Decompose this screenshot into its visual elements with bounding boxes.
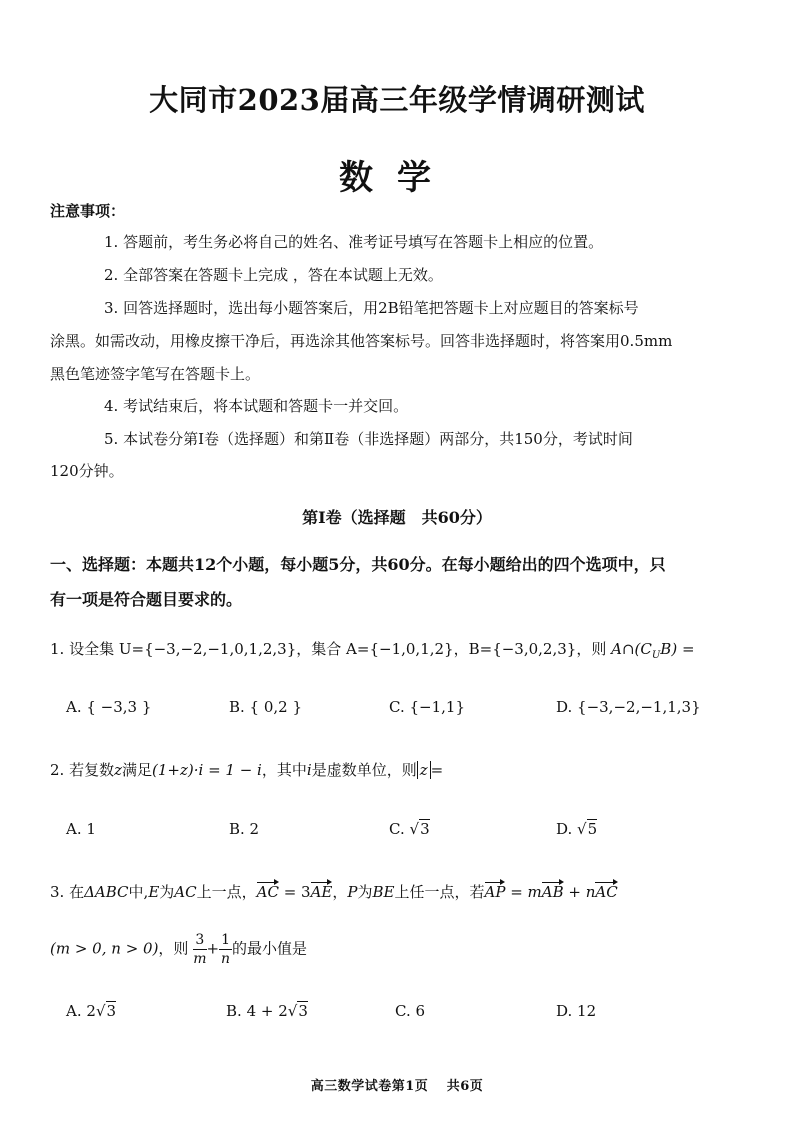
q3-option-a <box>66 1002 116 1020</box>
q3-triangle: ΔABC <box>84 883 129 901</box>
q1-expr-end: B) = <box>660 640 695 658</box>
q2-option-c-sqrt: √3 <box>409 820 430 838</box>
q3-frac2-denominator: n <box>221 951 231 967</box>
q1-text-b: ，集合 A= <box>296 640 370 658</box>
q1-expression <box>611 640 695 661</box>
q1-expr-sub: U <box>651 650 661 661</box>
q1-option-a: A. { −3,3 } <box>66 698 152 716</box>
q3-plus-n: + n <box>563 883 596 901</box>
section-title: 第Ⅰ卷（选择题 共60分） <box>302 508 492 527</box>
q1-text-c: ，B= <box>453 640 493 658</box>
notice-item-5-cont: 120分钟。 <box>50 462 124 480</box>
q3-option-c: C. 6 <box>395 1002 426 1020</box>
q3-option-a-sqrt: √3 <box>95 1002 117 1020</box>
q2-var-z: z <box>114 761 122 779</box>
q2-text-c: ，其中 <box>261 761 307 779</box>
q1-set-a: {−1,0,1,2} <box>369 640 454 658</box>
q1-option-d: D. {−3,−2,−1,1,3} <box>556 698 701 716</box>
notice-item-1: 1. 答题前，考生务必将自己的姓名、准考证号填写在答题卡上相应的位置。 <box>104 233 604 251</box>
q2-option-d-sqrt: √5 <box>577 820 598 838</box>
q2-option-c-label: C. <box>389 820 405 838</box>
q3-segment-ac: AC <box>174 883 197 901</box>
q3-vector-ae: AE <box>310 883 333 901</box>
question-3-stem <box>50 881 618 902</box>
q3-text-f: 为 <box>357 883 373 901</box>
question-1-stem <box>50 638 695 661</box>
exam-title: 大同市2023届高三年级学情调研测试 <box>149 83 645 117</box>
q1-set-u: {−3,−2,−1,0,1,2,3} <box>144 640 297 658</box>
q3-point-p: P <box>347 883 358 901</box>
q3-text-c: 为 <box>159 883 175 901</box>
notice-item-3: 3. 回答选择题时，选出每小题答案后，用2B铅笔把答题卡上对应题目的答案标号 <box>104 299 639 317</box>
q2-abs-z: z <box>417 761 431 779</box>
q3-text-b: 中, <box>128 883 149 901</box>
q2-option-d-radicand: 5 <box>587 820 598 838</box>
q3-option-b-label: B. <box>226 1002 242 1020</box>
q3-fraction-2 <box>219 933 232 966</box>
q3-option-b-sqrt: √3 <box>287 1002 308 1020</box>
q3-condition: (m > 0, n > 0) <box>50 939 159 958</box>
q2-option-b: B. 2 <box>229 820 260 838</box>
notice-item-3-end: 黑色笔迹签字笔写在答题卡上。 <box>50 365 261 383</box>
notice-heading: 注意事项： <box>50 202 126 220</box>
q3-point-e: E <box>148 883 160 901</box>
q3-text-g: 上任一点，若 <box>394 883 485 901</box>
notice-item-2: 2. 全部答案在答题卡上完成 ，答在本试题上无效。 <box>104 266 443 284</box>
q2-text-e: = <box>430 761 444 779</box>
q3-text-h: ，则 <box>158 939 189 958</box>
question-3-stem-cont <box>50 933 307 966</box>
q3-vector-ac: AC <box>256 883 279 901</box>
q3-eq2: = m <box>505 883 542 901</box>
q3-option-a-radicand: 3 <box>106 1002 117 1020</box>
q3-plus: + <box>206 939 220 958</box>
q2-var-i: i <box>306 761 312 779</box>
q1-expr-main: A∩(C <box>611 640 652 658</box>
q2-text-a: 2. 若复数 <box>50 761 115 779</box>
q2-option-d-label: D. <box>556 820 573 838</box>
q3-fraction-1 <box>193 933 206 966</box>
q3-text-d: 上一点， <box>196 883 257 901</box>
q3-text-i: 的最小值是 <box>232 939 308 958</box>
q3-text-a: 3. 在 <box>50 883 85 901</box>
question-type-line-1: 一、选择题：本题共12个小题，每小题5分，共60分。在每小题给出的四个选项中，只 <box>50 555 666 574</box>
q3-frac1-denominator: m <box>193 951 207 967</box>
q3-vector-ab: AB <box>541 883 564 901</box>
notice-item-4: 4. 考试结束后，将本试题和答题卡一并交回。 <box>104 397 409 415</box>
q3-option-a-label: A. <box>66 1002 82 1020</box>
q2-option-c <box>389 820 430 838</box>
notice-item-5: 5. 本试卷分第Ⅰ卷（选择题）和第Ⅱ卷（非选择题）两部分，共150分，考试时间 <box>104 430 633 448</box>
q3-vector-ap: AP <box>484 883 506 901</box>
q2-expression: (1+z)·i = 1 − i <box>152 761 262 779</box>
q3-option-d: D. 12 <box>556 1002 597 1020</box>
q3-text-e: ， <box>332 883 348 901</box>
q3-option-a-coef: 2 <box>86 1002 96 1020</box>
q3-option-b <box>226 1002 308 1020</box>
question-2-stem <box>50 759 443 780</box>
q3-option-b-radicand: 3 <box>298 1002 308 1020</box>
q2-text-b: 满足 <box>122 761 153 779</box>
subject-title: 数学 <box>339 158 455 198</box>
q2-option-c-radicand: 3 <box>420 820 430 838</box>
q2-text-d: 是虚数单位，则 <box>311 761 417 779</box>
q2-option-d <box>556 820 597 838</box>
notice-item-3-cont: 涂黑。如需改动，用橡皮擦干净后，再选涂其他答案标号。回答非选择题时，将答案用0.5mm <box>50 332 673 350</box>
q3-frac1-numerator: 3 <box>193 933 206 950</box>
q1-set-b: {−3,0,2,3} <box>492 640 577 658</box>
q1-text-d: ，则 <box>576 640 607 658</box>
q2-option-a: A. 1 <box>66 820 96 838</box>
q1-option-b: B. { 0,2 } <box>229 698 303 716</box>
q3-eq1: = 3 <box>278 883 311 901</box>
q1-text-a: 1. 设全集 U= <box>50 640 145 658</box>
q3-frac2-numerator: 1 <box>221 932 230 948</box>
q3-vector-ac-2: AC <box>595 883 618 901</box>
q3-option-b-prefix: 4 + 2 <box>246 1002 288 1020</box>
q1-option-c: C. {−1,1} <box>389 698 465 716</box>
page-footer: 高三数学试卷第1页 共6页 <box>310 1079 484 1094</box>
q3-segment-be: BE <box>372 883 395 901</box>
question-type-line-2: 有一项是符合题目要求的。 <box>50 590 243 609</box>
